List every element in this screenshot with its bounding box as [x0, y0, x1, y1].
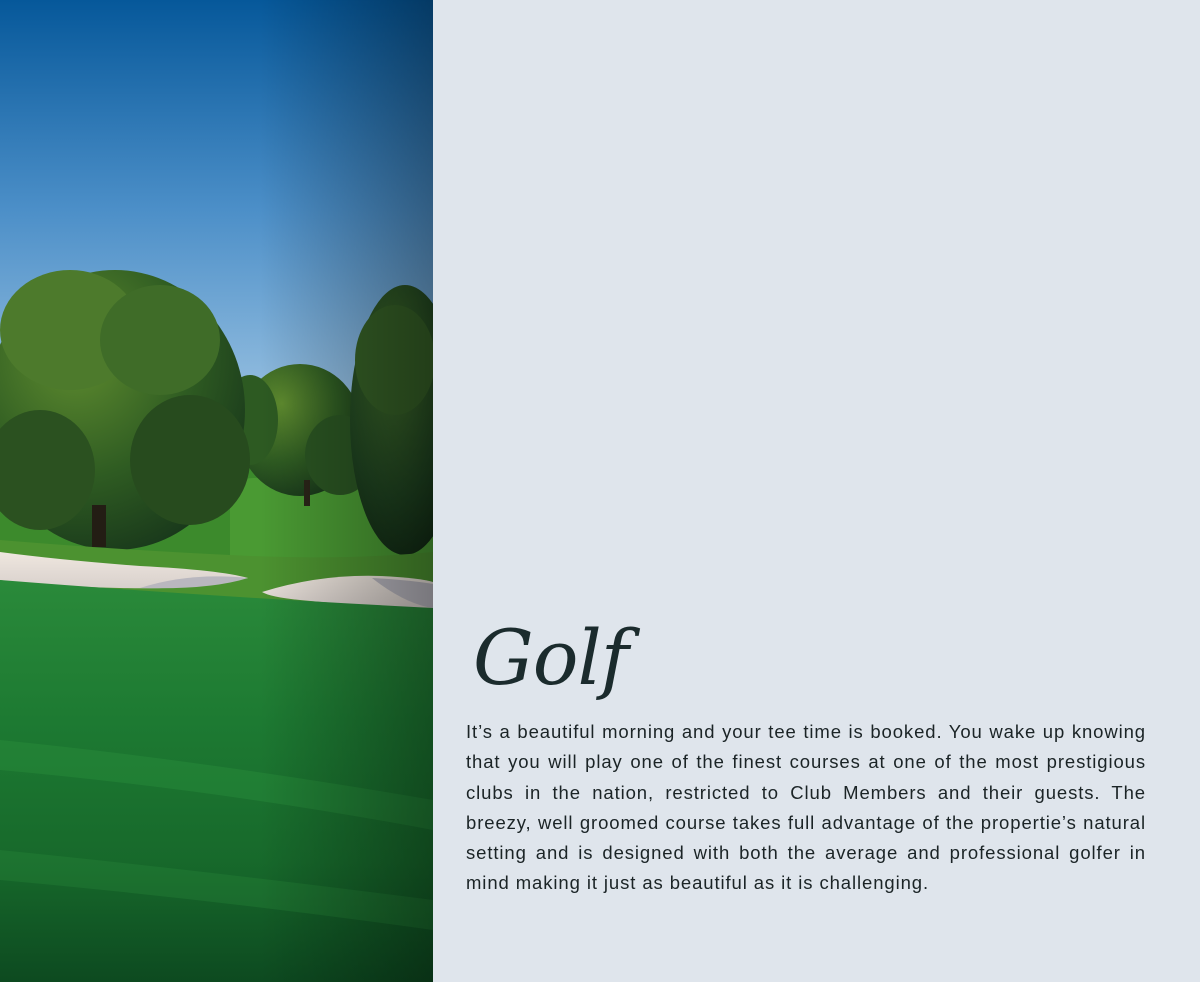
golf-course-photo [0, 0, 433, 982]
section-title: Golf [473, 613, 628, 702]
section-paragraph: It’s a beautiful morning and your tee time is booked. You wake up knowing that you will play one of the finest courses at one of the most prestigious clubs in the nation, restricted to Club Members and their guests. The breezy, well groomed course takes full advantage of the propertie’s natural setting and is designed with both the average and professional golfer in mind making it just as beautiful as it is challenging. [466, 721, 1146, 894]
